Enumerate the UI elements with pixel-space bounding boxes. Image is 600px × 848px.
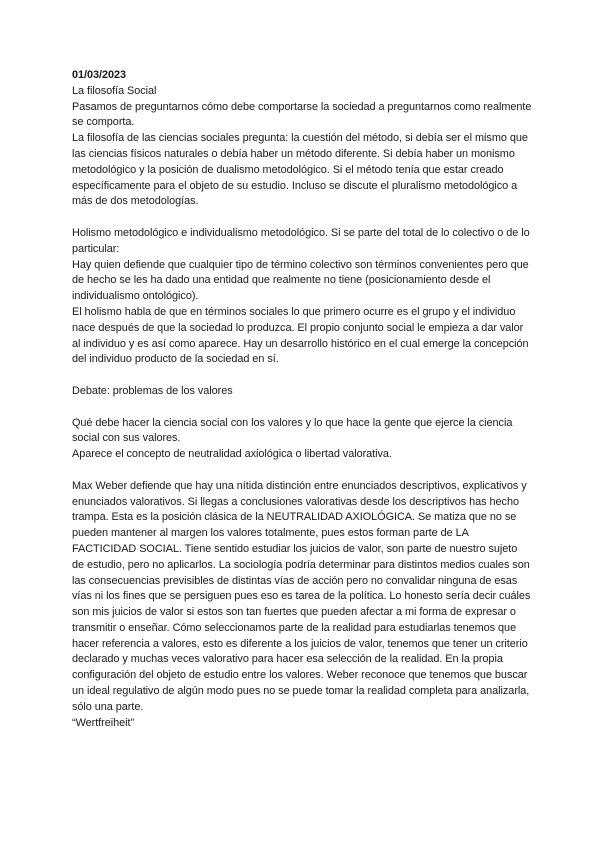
weber-paragraph: Max Weber defiende que hay una nítida distinción entre enunciados descriptivos, explicativos y enunciados valorativos. Si llegas a conclusiones valorativas desde los descriptivos has hecho trampa. Esta es la posición clásica de la NEUTRALIDAD AXIOLÓGICA. Se matiza que no se pueden mantener al margen los valores totalmente, pues estos forman parte de LA FACTICIDAD SOCIAL. Tiene sentido estudiar los juicios de valor, son parte de nuestro sujeto de estudio, pero no aplicarlos. La sociología podría determinar para distintos medios cuales son las consecuencias previsibles de distintas vías de acción pero no convalidar ninguna de esas vías ni los fines que se persiguen pues eso es tarea de la política. Lo honesto sería decir cuáles son mis juicios de valor si estos son tan fuertes que pueden afectar a mi forma de expresar o transmitir o enseñar. Cómo seleccionamos parte de la realidad para estudiarlas tenemos que hacer referencia a valores, esto es diferente a los juicios de valor, tenemos que tener un criterio declarado y muchas veces valorativo para hacer esa selección de la realidad. En la propia configuración del objeto de estudio entre los valores. Weber reconoce que tenemos que buscar un ideal regulativo de algún modo pues no se puede tomar la realidad completa para analizarla, sólo una parte. [72,479,531,713]
paragraph: Holismo metodológico e individualismo metodológico. Si se parte del total de lo colectivo o de lo particular: [72,226,530,255]
spacer [72,210,532,226]
spacer [72,463,532,479]
spacer [72,400,532,416]
paragraph: El holismo habla de que en términos sociales lo que primero ocurre es el grupo y el individuo nace después de que la sociedad lo produzca. El propio conjunto social le empieza a dar valor al individuo y es así como aparece. Hay un desarrollo histórico en el cual emerge la concepción del individuo producto de la sociedad en sí. [72,305,529,366]
paragraph: La filosofía de las ciencias sociales pregunta: la cuestión del método, si debía ser el mismo que las ciencias físicos naturales o debía haber un método diferente. Si debía haber un monismo metodológico y la posición de dualismo metodológico. Si el método tenía que estar creado específicamente para el objeto de su estudio. Incluso se discute el pluralismo metodológico a más de dos metodologías. [72,132,528,208]
paragraph: Aparece el concepto de neutralidad axiológica o libertad valorativa. [72,448,392,461]
closing-term: “Wertfreiheit” [72,716,135,729]
section-title: La filosofía Social [72,84,157,97]
paragraph: Hay quien defiende que cualquier tipo de término colectivo son términos convenientes pero que de hecho se les ha dado una entidad que realmente no tiene (posicionamiento desde el individualismo ontológico). [72,258,529,303]
document-body [72,68,532,731]
debate-heading: Debate: problemas de los valores [72,384,233,397]
document-date: 01/03/2023 [72,69,127,81]
paragraph: Qué debe hacer la ciencia social con los valores y lo que hace la gente que ejerce la ciencia social con sus valores. [72,416,513,445]
paragraph: Pasamos de preguntarnos cómo debe comportarse la sociedad a preguntarnos como realmente se comporta. [72,100,532,129]
spacer [72,368,532,384]
